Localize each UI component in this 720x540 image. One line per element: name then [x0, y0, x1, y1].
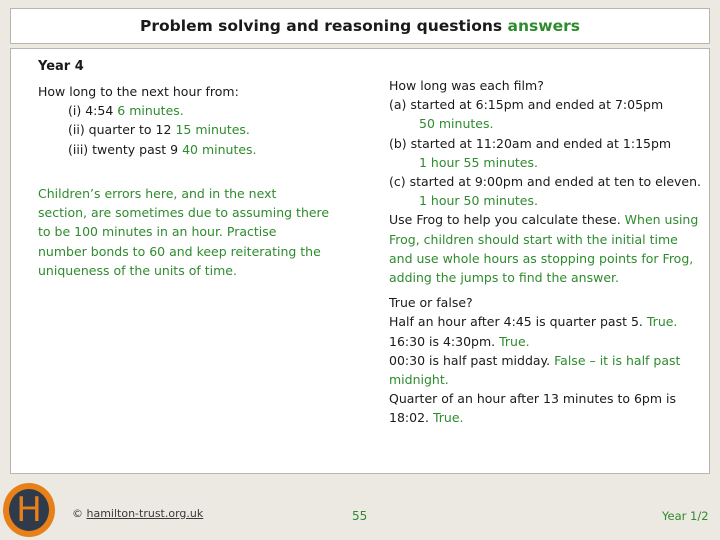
tf-item	[389, 312, 704, 331]
tf-answer: True.	[646, 314, 678, 330]
footer-copyright	[72, 507, 203, 520]
film-question: How long was each film?	[389, 78, 544, 93]
tf-statement: Half an hour after 4:45 is quarter past 5.	[389, 314, 643, 330]
next-hour-item	[38, 140, 358, 159]
film-item-question: (b) started at 11:20am and ended at 1:15pm	[389, 135, 672, 151]
film-item-answer: 1 hour 55 minutes.	[419, 154, 538, 170]
note-line: number bonds to 60 and keep reiterating the	[38, 243, 321, 259]
film-item-answer: 50 minutes.	[419, 116, 494, 132]
page-title: Problem solving and reasoning questions	[140, 17, 503, 35]
tf-item	[389, 332, 704, 351]
true-false-question: True or false?	[389, 295, 473, 311]
page-title-accent: answers	[507, 17, 580, 35]
hamilton-trust-link[interactable]: hamilton-trust.org.uk	[86, 507, 204, 520]
next-hour-item	[38, 120, 358, 139]
right-column	[389, 76, 704, 428]
film-item-answer: 1 hour 50 minutes.	[419, 193, 538, 209]
note-line: uniqueness of the units of time.	[38, 262, 237, 278]
tf-item	[389, 389, 704, 427]
tf-answer: True.	[432, 410, 464, 426]
film-item-question: (a) started at 6:15pm and ended at 7:05pm	[389, 97, 664, 113]
note-line: Children’s errors here, and in the next	[38, 186, 277, 201]
note-line: to be 100 minutes in an hour. Practise	[38, 224, 277, 240]
item-question: (iii) twenty past 9	[68, 141, 179, 157]
logo-letter: H	[9, 489, 49, 531]
film-item-question: (c) started at 9:00pm and ended at ten to eleven.	[389, 174, 702, 190]
footer-year-label: Year 1/2	[662, 509, 709, 523]
tf-statement: 16:30 is 4:30pm.	[389, 333, 496, 349]
tf-answer: True.	[499, 333, 530, 349]
item-answer: 40 minutes.	[182, 141, 257, 157]
frog-answer: When using Frog, children should start with the initial time and use whole hours as stopping points for Frog, adding the jumps to find the answer.	[389, 212, 699, 286]
item-answer: 15 minutes.	[175, 122, 250, 138]
next-hour-question: How long to the next hour from:	[38, 84, 239, 99]
item-question: (i) 4:54	[68, 103, 114, 119]
page-number: 55	[352, 509, 368, 523]
tf-item	[389, 351, 704, 389]
title-banner	[10, 8, 710, 44]
teacher-note	[38, 184, 348, 280]
note-line: section, are sometimes due to assuming there	[38, 205, 330, 221]
frog-question: Use Frog to help you calculate these.	[389, 212, 621, 228]
frog-paragraph	[389, 210, 704, 287]
tf-statement: 00:30 is half past midday.	[389, 352, 551, 368]
copyright-symbol: ©	[72, 507, 83, 520]
hamilton-logo-icon	[3, 483, 55, 537]
tf-statement: Quarter of an hour after 13 minutes to 6pm is 18:02.	[389, 391, 676, 426]
tf-answer: False – it is half past midnight.	[389, 352, 681, 388]
item-question: (ii) quarter to 12	[68, 122, 172, 138]
next-hour-item	[38, 101, 358, 120]
next-hour-section	[38, 82, 358, 159]
year-heading: Year 4	[38, 59, 84, 74]
item-answer: 6 minutes.	[117, 103, 184, 119]
content-panel	[10, 48, 710, 474]
